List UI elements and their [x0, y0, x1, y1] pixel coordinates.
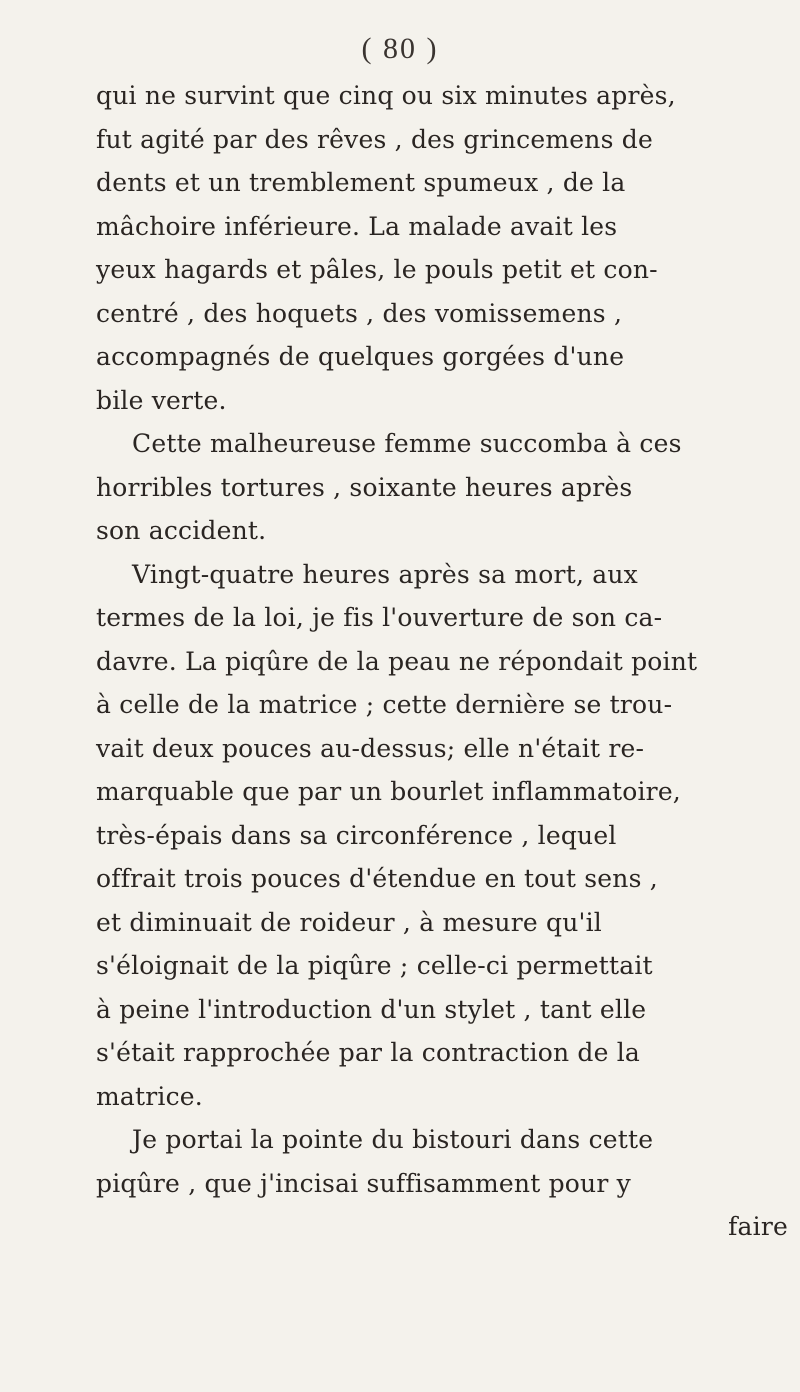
text-line: mâchoire inférieure. La malade avait les	[96, 211, 618, 241]
catchword: faire	[728, 1212, 788, 1241]
text-line: et diminuait de roideur , à mesure qu'il	[96, 907, 602, 937]
text-line: Vingt-quatre heures après sa mort, aux	[132, 559, 638, 589]
text-line: vait deux pouces au-dessus; elle n'était re-	[96, 733, 645, 763]
text-line: centré , des hoquets , des vomissemens ,	[96, 298, 623, 328]
text-line: matrice.	[96, 1081, 203, 1111]
text-line: à celle de la matrice ; cette dernière se trou-	[96, 690, 673, 719]
text-line: piqûre , que j'incisai suffisamment pour y	[96, 1168, 631, 1198]
text-line: termes de la loi, je fis l'ouverture de son ca-	[96, 603, 663, 632]
text-line: yeux hagards et pâles, le pouls petit et con-	[96, 255, 658, 284]
page-number: ( 80 )	[361, 32, 439, 65]
text-line: fut agité par des rêves , des grincemens de	[96, 124, 653, 154]
text-line: s'éloignait de la piqûre ; celle-ci permettait	[96, 951, 653, 980]
text-line: qui ne survint que cinq ou six minutes après,	[96, 81, 676, 110]
text-line: Je portai la pointe du bistouri dans cette	[132, 1125, 654, 1154]
text-line: son accident.	[96, 516, 267, 545]
text-line: offrait trois pouces d'étendue en tout sens ,	[96, 864, 658, 893]
text-line: dents et un tremblement spumeux , de la	[96, 168, 626, 197]
text-line: davre. La piqûre de la peau ne répondait point	[96, 646, 698, 676]
text-line: accompagnés de quelques gorgées d'une	[96, 342, 625, 371]
text-line: s'était rapprochée par la contraction de la	[96, 1038, 641, 1067]
text-line: Cette malheureuse femme succomba à ces	[132, 429, 682, 458]
text-line: à peine l'introduction d'un stylet , tant elle	[96, 994, 647, 1024]
text-line: marquable que par un bourlet inflammatoire,	[96, 777, 681, 806]
text-line: très-épais dans sa circonférence , lequel	[96, 820, 617, 850]
body-text	[96, 74, 796, 1249]
text-line: horribles tortures , soixante heures après	[96, 472, 633, 502]
text-line: bile verte.	[96, 385, 227, 415]
